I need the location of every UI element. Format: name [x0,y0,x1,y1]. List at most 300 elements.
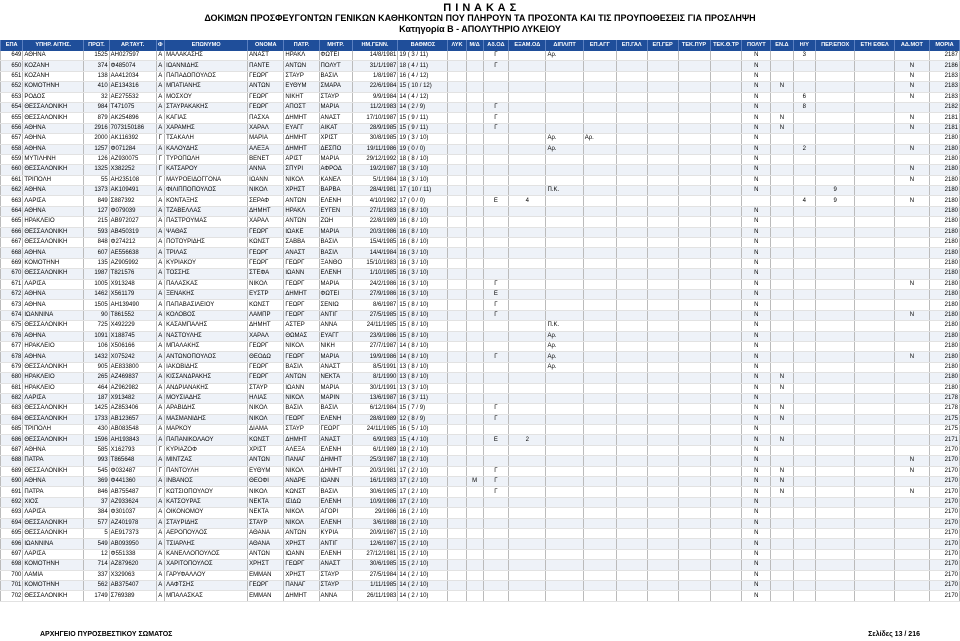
table-cell: ΓΕΩΡΓ [284,310,319,320]
table-cell [678,321,710,331]
table-cell [894,321,929,331]
table-cell [855,321,894,331]
table-cell [483,144,509,154]
table-cell [855,92,894,102]
table-cell: 654 [1,102,23,112]
table-cell [583,144,616,154]
table-cell: ΝΕΚΤΑ [248,508,284,518]
table-cell: 2183 [929,71,959,81]
table-cell [710,51,742,61]
table-cell [710,383,742,393]
table-cell [647,238,678,248]
table-cell: 17 ( 0 / 0) [398,196,448,206]
table-cell: 2170 [929,591,959,601]
table-cell [448,477,466,487]
table-cell [616,227,647,237]
table-cell [509,445,546,455]
table-row [1,279,960,289]
table-cell [815,352,854,362]
table-cell [815,528,854,538]
table-cell [546,528,583,538]
table-cell: N [894,175,929,185]
table-cell [894,435,929,445]
column-header: ΑΡ.ΤΑΥΤ. [109,40,156,51]
table-cell [894,186,929,196]
table-cell [466,404,483,414]
table-cell [448,227,466,237]
table-cell [678,134,710,144]
table-cell: ΚΩΤΣΙΟΠΟΥΛΟΥ [165,487,248,497]
table-cell: 15 ( 10 / 12) [398,82,448,92]
table-cell [678,425,710,435]
table-cell: 683 [1,404,23,414]
table-cell [678,445,710,455]
table-cell: Α [156,269,165,279]
table-cell [483,165,509,175]
table-cell [509,134,546,144]
table-cell: Γ [483,414,509,424]
table-cell: Α [156,518,165,528]
table-cell [448,196,466,206]
table-cell [678,580,710,590]
table-cell: 2170 [929,580,959,590]
table-cell: ΚΟΜΟΤΗΝΗ [23,258,84,268]
table-cell [583,51,616,61]
table-cell: N [742,186,771,196]
table-cell: 2180 [929,279,959,289]
table-cell: N [771,414,793,424]
table-cell: ΞΑΝΘΟ [319,258,352,268]
table-cell [855,414,894,424]
table-cell [710,279,742,289]
table-cell: 846 [84,487,110,497]
table-cell [815,373,854,383]
table-cell [616,549,647,559]
table-cell: Αρ. [546,352,583,362]
table-cell [583,477,616,487]
table-cell [894,217,929,227]
table-cell: N [771,82,793,92]
table-cell: Α [156,373,165,383]
table-cell [793,321,815,331]
table-cell: ΑΕ275532 [109,92,156,102]
table-cell [509,289,546,299]
table-cell: ΓΕΩΡΓ [248,92,284,102]
table-cell [616,435,647,445]
table-cell [771,341,793,351]
table-cell: ΗΛΙΑΣ [248,393,284,403]
table-cell: ΝΙΚΟΛ [284,175,319,185]
table-cell [815,549,854,559]
table-cell [466,362,483,372]
table-cell: 665 [1,217,23,227]
table-cell [509,477,546,487]
table-cell [793,134,815,144]
table-cell: N [742,279,771,289]
table-cell: N [742,425,771,435]
table-cell: 670 [1,269,23,279]
table-cell [894,477,929,487]
table-cell: 18 ( 2 / 10) [398,445,448,455]
table-cell [771,196,793,206]
table-cell [509,487,546,497]
table-cell: Χ561179 [109,289,156,299]
table-cell: ΝΙΚΟΛ [284,341,319,351]
table-cell: Γ [483,123,509,133]
table-cell [448,144,466,154]
column-header: Φ [156,40,165,51]
table-cell [710,134,742,144]
table-row [1,570,960,580]
table-cell [616,165,647,175]
table-cell: ΜΠΑΤΙΑΝΗΣ [165,82,248,92]
table-cell: ΝΙΚΟΛ [248,414,284,424]
table-cell: 215 [84,217,110,227]
table-cell: 15 ( 4 / 10) [398,435,448,445]
table-cell [448,300,466,310]
table-cell: ΛΑΡΙΣΑ [23,549,84,559]
column-header: ΕΤΗ ΕΘΕΛ [855,40,894,51]
table-cell [546,248,583,258]
table-cell: ΚΟΝΤΑΞΗΣ [165,196,248,206]
table-cell [466,82,483,92]
table-cell: N [771,404,793,414]
table-cell: ΗΡΑΚΛΕΙΟ [23,383,84,393]
table-cell: 695 [1,528,23,538]
table-cell: N [742,51,771,61]
table-cell [710,61,742,71]
table-cell: 1432 [84,352,110,362]
table-cell: ΑΒ123657 [109,414,156,424]
table-cell: ΑΝΑΣΤ [319,435,352,445]
table-cell: 607 [84,248,110,258]
table-cell: ΣΤΑΥΡΙΔΗΣ [165,518,248,528]
table-cell: ΤΥΡΟΠΩΛΗ [165,154,248,164]
table-cell: Α [156,508,165,518]
table-cell: Α [156,82,165,92]
table-cell: N [742,570,771,580]
table-cell [448,258,466,268]
table-cell: 2175 [929,425,959,435]
table-cell [894,51,929,61]
table-cell [448,549,466,559]
table-cell [894,102,929,112]
table-cell [647,227,678,237]
table-cell [647,508,678,518]
table-cell [793,186,815,196]
table-cell: ΜΑΡΙΑ [319,383,352,393]
table-cell [616,238,647,248]
table-cell [815,92,854,102]
table-cell: 1373 [84,186,110,196]
table-cell [894,497,929,507]
table-cell [710,352,742,362]
table-cell: N [742,508,771,518]
table-cell: Α [156,248,165,258]
table-cell: ΑΚ109491 [109,186,156,196]
table-cell [710,175,742,185]
table-cell: ΒΑΣΙΛ [284,362,319,372]
table-cell: Αρ. [583,134,616,144]
table-cell: Ε [483,289,509,299]
table-cell [466,321,483,331]
table-cell: Χ913248 [109,279,156,289]
table-cell [583,123,616,133]
table-cell: ΘΕΣΣΑΛΟΝΙΚΗ [23,591,84,601]
table-cell: N [742,165,771,175]
table-cell [894,258,929,268]
table-cell [483,373,509,383]
table-cell [771,206,793,216]
table-cell [678,238,710,248]
column-header: ΕΞΑΜ.ΟΔ [509,40,546,51]
table-cell: N [742,341,771,351]
table-cell [793,414,815,424]
table-cell [583,186,616,196]
table-cell: ΚΑΣΑΜΠΑΛΗΣ [165,321,248,331]
table-cell: ΠΑΣΤΡΟΥΜΑΣ [165,217,248,227]
table-cell: ΜΑΥΡΟΕΙΔΟΓΓΟΝΑ [165,175,248,185]
table-cell [466,539,483,549]
table-cell: ΕΛΕΝΗ [319,549,352,559]
table-cell [771,310,793,320]
table-cell [448,362,466,372]
table-cell: 16 ( 3 / 10) [398,258,448,268]
table-cell: ΑΙΚΑΤ [319,123,352,133]
table-cell: 664 [1,206,23,216]
table-row [1,113,960,123]
table-cell: 662 [1,186,23,196]
table-cell: 673 [1,300,23,310]
table-cell: ΤΣΑΚΑΛΗ [165,134,248,144]
column-header: Αδ.ΟΔ [483,40,509,51]
table-cell: ΛΑΡΙΣΑ [23,279,84,289]
table-cell: 126 [84,154,110,164]
table-cell [546,393,583,403]
table-cell: 905 [84,362,110,372]
table-cell: N [742,591,771,601]
table-row [1,71,960,81]
table-cell [647,196,678,206]
table-cell [583,227,616,237]
table-cell [855,445,894,455]
column-header: ΔΙΠΛ/ΠΤ [546,40,583,51]
table-cell [678,289,710,299]
table-cell [509,165,546,175]
column-header: ΕΠ.ΑΓΓ [583,40,616,51]
table-cell [894,331,929,341]
table-cell: ΠΑΝΑΓ [284,580,319,590]
table-cell: 668 [1,248,23,258]
table-cell: 879 [84,113,110,123]
table-cell: N [742,123,771,133]
table-cell: Α [156,51,165,61]
table-cell: 9 [815,196,854,206]
table-cell [678,362,710,372]
table-cell [710,528,742,538]
table-cell [616,186,647,196]
table-cell: N [771,383,793,393]
table-cell: 16 ( 3 / 10) [398,279,448,289]
table-cell [616,414,647,424]
table-cell: ΣΤΑΥΡ [319,580,352,590]
table-cell: 1462 [84,289,110,299]
table-cell: 1425 [84,404,110,414]
table-cell: N [742,61,771,71]
table-cell: ΑΦΡΟΔ [319,165,352,175]
table-cell [583,289,616,299]
table-cell [509,51,546,61]
table-cell [466,425,483,435]
table-cell: 657 [1,134,23,144]
table-cell [771,175,793,185]
table-cell: 187 [84,393,110,403]
table-cell [448,82,466,92]
table-cell [894,518,929,528]
table-cell [793,362,815,372]
table-cell: Ε [483,435,509,445]
table-cell: N [894,487,929,497]
table-cell: 14 ( 2 / 10) [398,580,448,590]
footer-organization: ΑΡΧΗΓΕΙΟ ΠΥΡΟΣΒΕΣΤΙΚΟΥ ΣΩΜΑΤΟΣ [40,631,173,638]
table-cell: Φ301037 [109,508,156,518]
table-cell: 2170 [929,445,959,455]
table-cell: ΣΜΑΡΑ [319,82,352,92]
table-cell [509,175,546,185]
table-cell [647,570,678,580]
table-cell [855,113,894,123]
table-cell: Αρ. [546,331,583,341]
table-cell: 2180 [929,227,959,237]
table-row [1,165,960,175]
table-cell: 2170 [929,456,959,466]
table-cell [815,497,854,507]
table-cell [771,425,793,435]
table-cell: ΝΙΚΗΤ [284,92,319,102]
table-cell [855,570,894,580]
table-cell [583,445,616,455]
table-cell [546,570,583,580]
table-cell: ΙΣΙΔΩ [284,497,319,507]
table-cell: ΝΑΣΤΟΥΛΗΣ [165,331,248,341]
table-cell: 2186 [929,61,959,71]
table-cell: ΠΑΠΑΝΙΚΟΛΑΟΥ [165,435,248,445]
table-cell [546,227,583,237]
table-cell: Α [156,497,165,507]
table-cell [583,580,616,590]
table-cell [815,383,854,393]
table-cell [710,248,742,258]
table-cell [678,206,710,216]
column-header: ΠΕΡ.ΕΠΟΧ [815,40,854,51]
table-cell [448,508,466,518]
table-cell: ΑΖ905992 [109,258,156,268]
table-cell [815,539,854,549]
table-cell: ΓΕΩΡΓ [284,352,319,362]
table-cell: 16 ( 3 / 11) [398,393,448,403]
table-cell [616,528,647,538]
table-cell: 725 [84,321,110,331]
table-cell [678,82,710,92]
table-cell [894,300,929,310]
table-cell [678,352,710,362]
table-cell [710,144,742,154]
table-cell: Α [156,393,165,403]
table-cell [509,321,546,331]
table-cell: ΧΡΙΣΤ [248,445,284,455]
table-cell: ΑΒ972027 [109,217,156,227]
table-row [1,248,960,258]
table-row [1,435,960,445]
table-cell: Φ274212 [109,238,156,248]
table-row [1,134,960,144]
table-cell [509,414,546,424]
table-cell: 2170 [929,497,959,507]
table-cell [710,196,742,206]
table-cell: 2170 [929,560,959,570]
column-header: ΕΠ.ΓΑΛ [616,40,647,51]
table-cell [793,477,815,487]
table-cell [647,321,678,331]
table-cell: 6 [793,92,815,102]
table-cell: 27/5/1984 [352,570,398,580]
table-cell: ΣΤΑΥΡ [248,518,284,528]
table-cell [815,227,854,237]
table-cell [448,580,466,590]
table-cell [647,102,678,112]
table-cell: 17 ( 10 / 11) [398,186,448,196]
table-cell [448,51,466,61]
table-row [1,591,960,601]
table-cell [771,580,793,590]
table-row [1,445,960,455]
table-cell: ΚΥΡΙΑΚΟΥ [165,258,248,268]
table-cell: 577 [84,518,110,528]
table-cell [466,227,483,237]
table-cell [616,123,647,133]
table-cell: N [742,477,771,487]
table-cell: ΧΡΗΣΤ [284,186,319,196]
table-cell: ΕΛΕΝΗ [319,518,352,528]
table-cell: ΙΩΑΝΝΙΝΑ [23,310,84,320]
table-cell: ΚΟΖΑΝΗ [23,71,84,81]
table-cell: ΦΙΛΙΠΠΟΠΟΥΛΟΣ [165,186,248,196]
table-cell: ΣΠΥΡΙ [284,165,319,175]
table-cell [583,560,616,570]
table-cell: 2170 [929,539,959,549]
table-cell: 697 [1,549,23,559]
table-cell [793,393,815,403]
table-body [1,51,960,601]
table-cell [616,154,647,164]
table-cell [466,186,483,196]
table-cell: N [742,154,771,164]
table-cell [616,206,647,216]
table-cell: 6/9/1983 [352,435,398,445]
table-cell: Χ492229 [109,321,156,331]
table-cell: 16 ( 8 / 10) [398,227,448,237]
table-cell [815,310,854,320]
table-cell [483,383,509,393]
table-cell: 24/11/1985 [352,425,398,435]
table-cell: 14 ( 4 / 12) [398,92,448,102]
table-cell [855,175,894,185]
table-cell [793,113,815,123]
table-cell [678,71,710,81]
table-cell [894,591,929,601]
table-cell: ΜΑΡΙΝ [319,393,352,403]
column-header: ΥΠΗΡ. ΑΙΤΗΣ. [23,40,84,51]
